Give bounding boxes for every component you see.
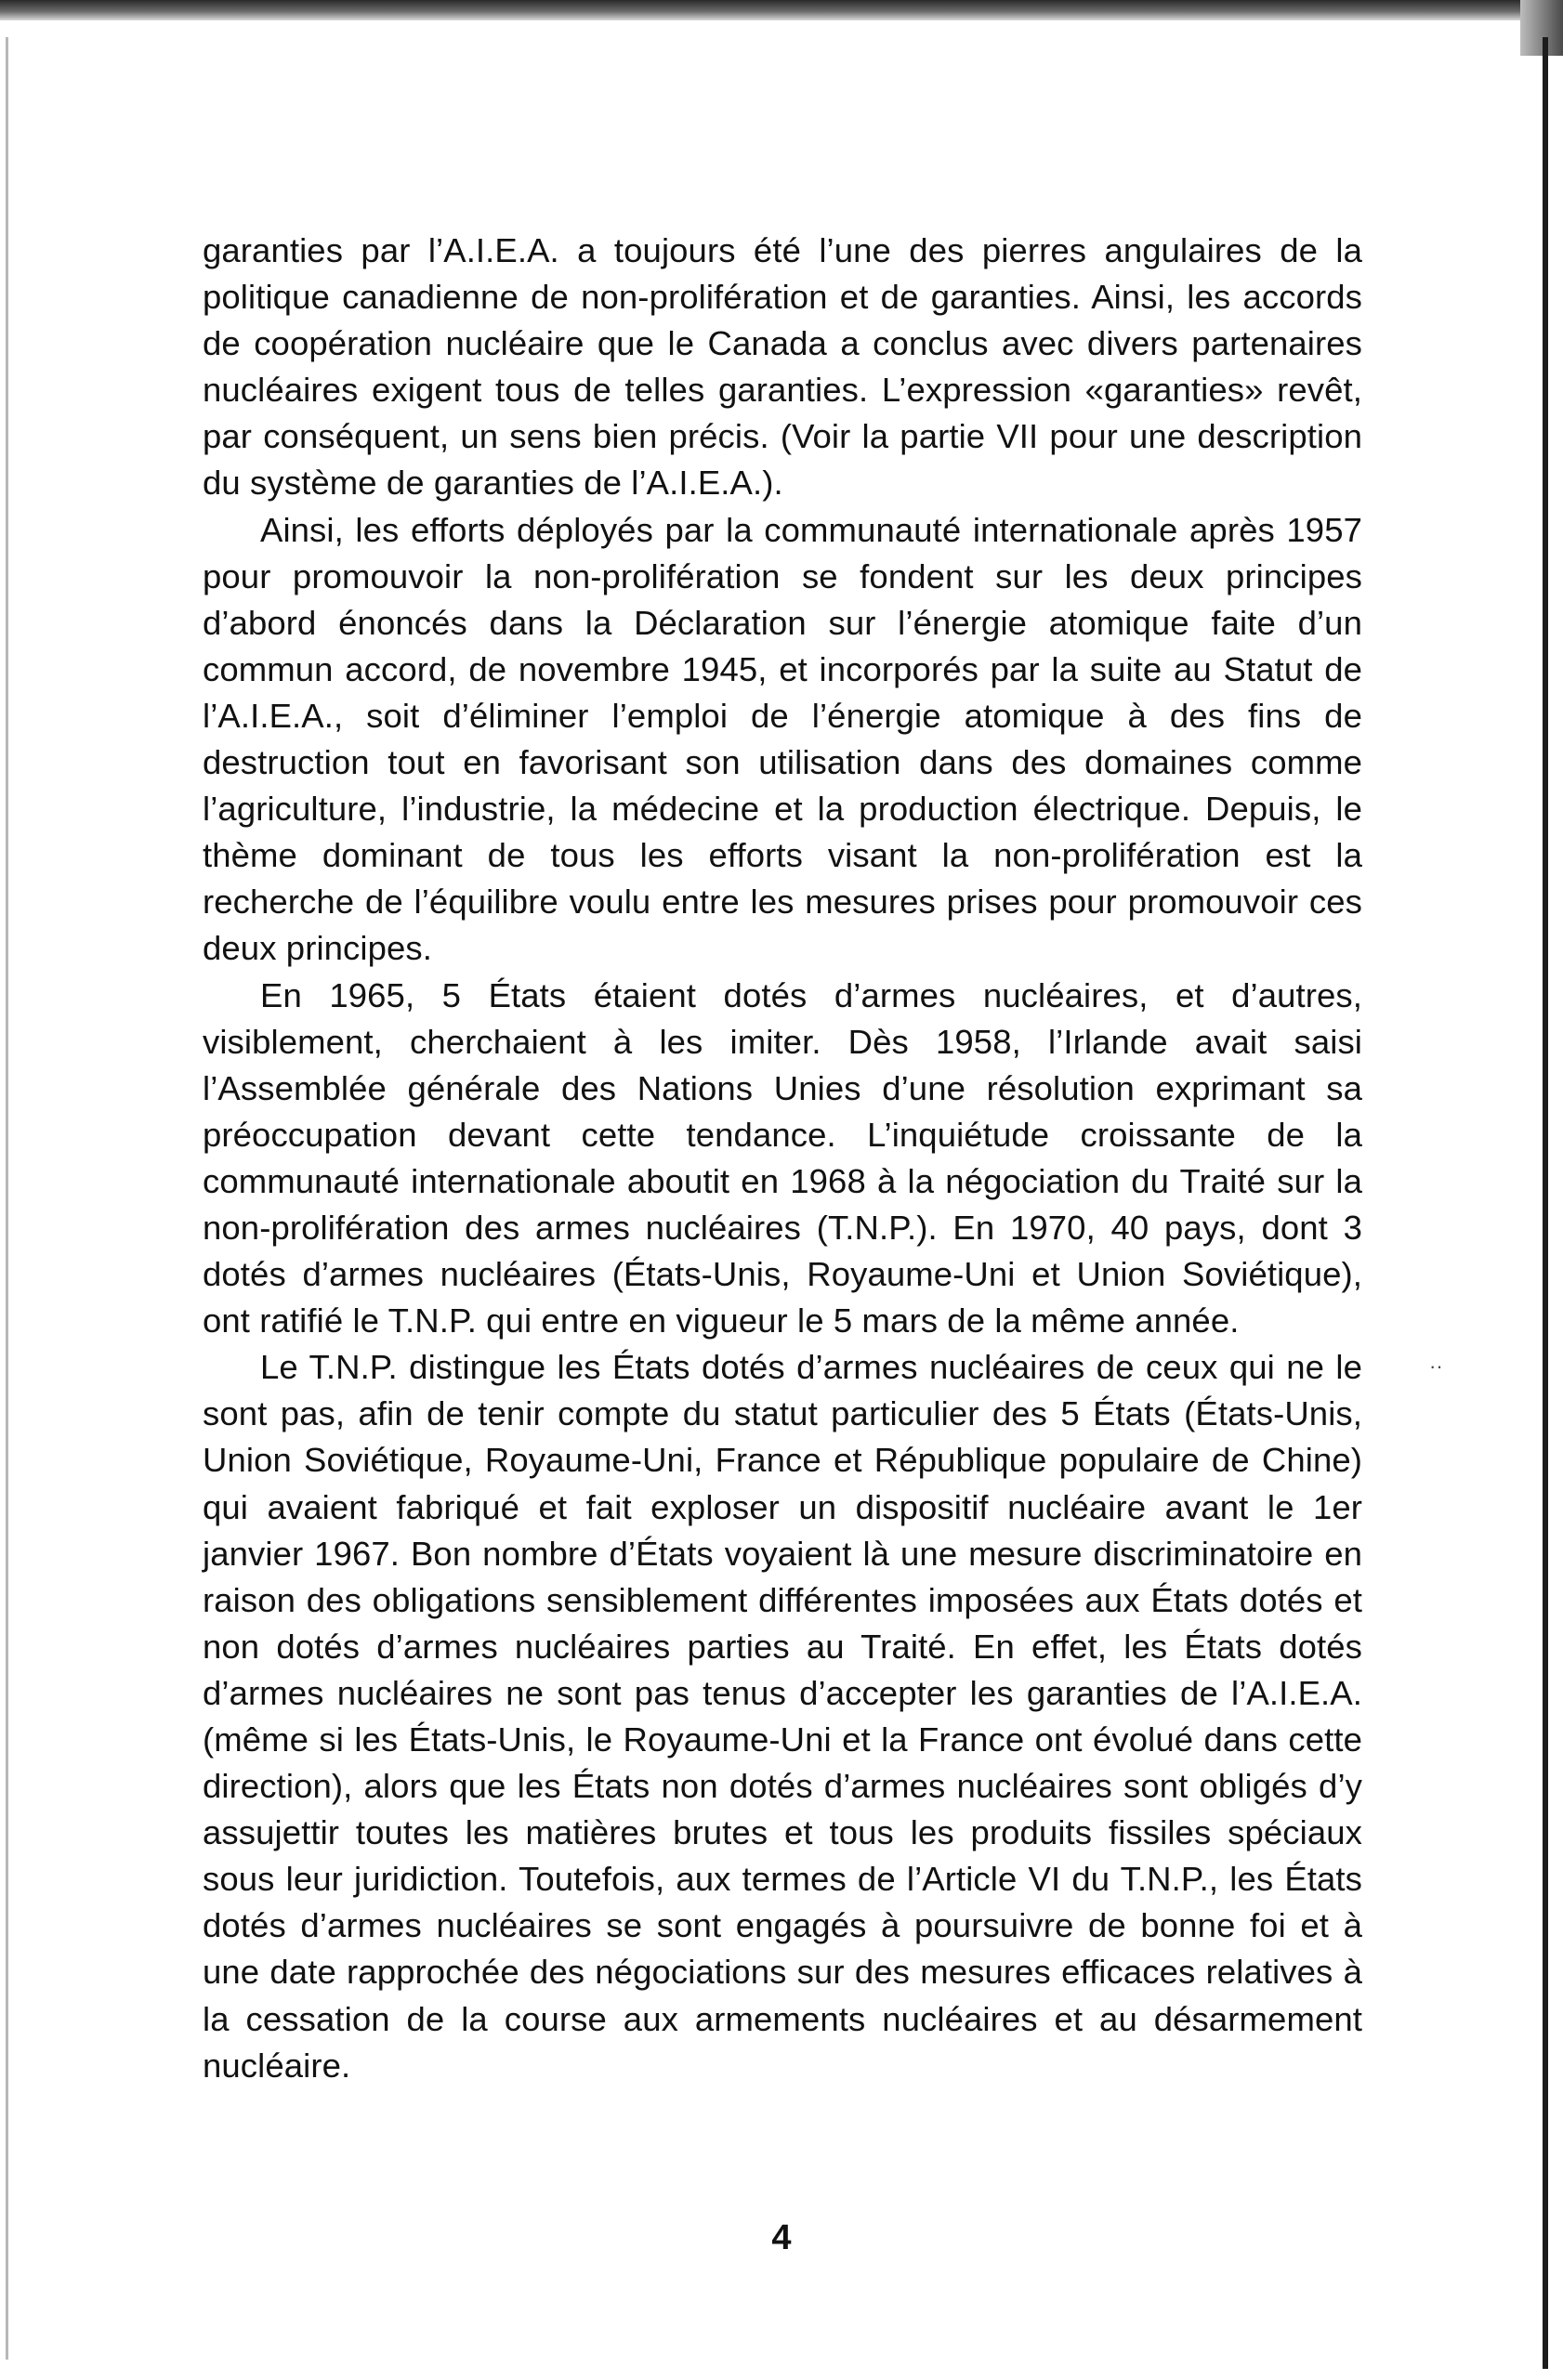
scan-corner-shadow: [1520, 0, 1563, 56]
paragraph-3: En 1965, 5 États étaient dotés d’armes nucléaires, et d’autres, visiblement, cherchaient à les imiter. Dès 1958, l’Irlande avait saisi l’Assemblée générale des Nations Unies d’une résolution exprimant sa préoccupation devant cette tendance. L’inquiétude croissante de la communauté internationale aboutit en 1968 à la négociation du Traité sur la non-prolifération des armes nucléaires (T.N.P.). En 1970, 40 pays, dont 3 dotés d’armes nucléaires (États-Unis, Royaume-Uni et Union Soviétique), ont ratifié le T.N.P. qui entre en vigueur le 5 mars de la même année.: [203, 975, 1362, 1340]
page-number: 4: [771, 2218, 792, 2257]
scan-right-edge: [1543, 37, 1548, 2369]
paragraph-1: garanties par l’A.I.E.A. a toujours été l’une des pierres angulaires de la politique canadienne de non-prolifération et de garanties. Ainsi, les accords de coopération nucléaire que le Canada a conclus avec divers partenaires nucléaires exigent tous de telles garanties. L’expression «garanties» revêt, par conséquent, un sens bien précis. (Voir la partie VII pour une description du système de garanties de l’A.I.E.A.).: [203, 231, 1362, 503]
body-text: [203, 228, 1362, 2089]
scan-top-edge: [0, 0, 1563, 20]
margin-mark: ··: [1429, 1354, 1443, 1378]
scan-left-edge: [6, 37, 8, 2360]
paragraph-4: Le T.N.P. distingue les États dotés d’armes nucléaires de ceux qui ne le sont pas, afin de tenir compte du statut particulier des 5 États (États-Unis, Union Soviétique, Royaume-Uni, France et République populaire de Chine) qui avaient fabriqué et fait exploser un dispositif nucléaire avant le 1er janvier 1967. Bon nombre d’États voyaient là une mesure discriminatoire en raison des obligations sensiblement différentes imposées aux États dotés et non dotés d’armes nucléaires parties au Traité. En effet, les États dotés d’armes nucléaires ne sont pas tenus d’accepter les garanties de l’A.I.E.A. (même si les États-Unis, le Royaume-Uni et la France ont évolué dans cette direction), alors que les États non dotés d’armes nucléaires sont obligés d’y assujettir toutes les matières brutes et tous les produits fissiles spéciaux sous leur juridiction. Toutefois, aux termes de l’Article VI du T.N.P., les États dotés d’armes nucléaires se sont engagés à poursuivre de bonne foi et à une date rapprochée des négociations sur des mesures efficaces relatives à la cessation de la course aux armements nucléaires et au désarmement nucléaire.: [203, 1348, 1362, 2085]
paragraph-2: Ainsi, les efforts déployés par la communauté internationale après 1957 pour promouvoir la non-prolifération se fondent sur les deux principes d’abord énoncés dans la Déclaration sur l’énergie atomique faite d’un commun accord, de novembre 1945, et incorporés par la suite au Statut de l’A.I.E.A., soit d’éliminer l’emploi de l’énergie atomique à des fins de destruction tout en favorisant son utilisation dans des domaines comme l’agriculture, l’industrie, la médecine et la production électrique. Depuis, le thème dominant de tous les efforts visant la non-prolifération est la recherche de l’équilibre voulu entre les mesures prises pour promouvoir ces deux principes.: [203, 510, 1362, 968]
